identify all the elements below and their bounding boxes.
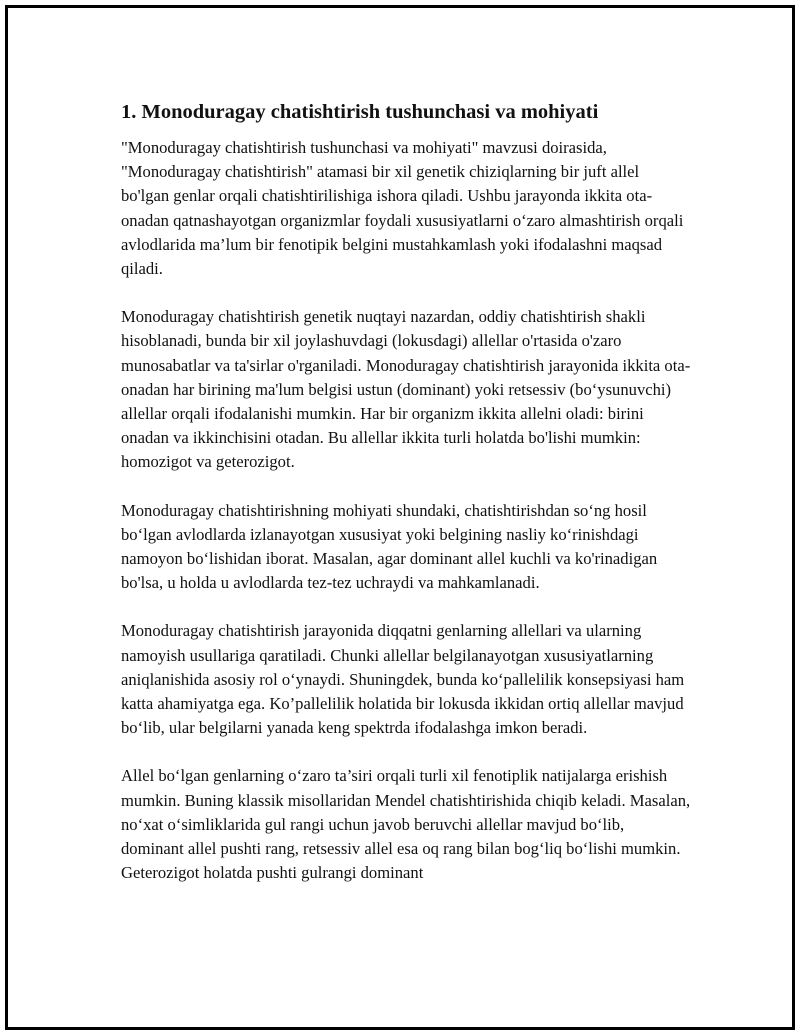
paragraph-1: "Monoduragay chatishtirish tushunchasi va mohiyati" mavzusi doirasida, "Monoduragay chatishtirish" atamasi bir xil genetik chiziqlarning bir juft allel bo'lgan genlar orqali chatishtirilishiga ishora qiladi. Ushbu jarayonda ikkita ota-onadan qatnashayotgan organizmlar foydali xususiyatlarni o‘zaro almashtirish orqali avlodlarida ma’lum bir fenotipik belgini mustahkamlash yoki ifodalashni maqsad qiladi.	[121, 138, 684, 279]
document-content	[121, 98, 691, 909]
paragraph-4: Monoduragay chatishtirish jarayonida diqqatni genlarning allellari va ularning namoyish usullariga qaratiladi. Chunki allellar belgilanayotgan xususiyatlarning aniqlanishida asosiy rol o‘ynaydi. Shuningdek, bunda ko‘pallelilik konsepsiyasi ham katta ahamiyatga ega. Ko’pallelilik holatida bir lokusda ikkidan ortiq allellar mavjud bo‘lib, ular belgilarni yanada keng spektrda ifodalashga imkon beradi.	[121, 621, 685, 738]
paragraph-3: Monoduragay chatishtirishning mohiyati shundaki, chatishtirishdan so‘ng hosil bo‘lgan avlodlarda izlanayotgan xususiyat yoki belgining nasliy ko‘rinishdagi namoyon bo‘lishidan iborat. Masalan, agar dominant allel kuchli va ko'rinadigan bo'lsa, u holda u avlodlarda tez-tez uchraydi va mahkamlanadi.	[121, 500, 658, 593]
section-heading: 1. Monoduragay chatishtirish tushunchasi va mohiyati	[121, 101, 599, 123]
paragraph-5: Allel bo‘lgan genlarning o‘zaro ta’siri orqali turli xil fenotiplik natijalarga erishish mumkin. Buning klassik misollaridan Mendel chatishtirishida chiqib keladi. Masalan, no‘xat o‘simliklarida gul rangi uchun javob beruvchi allellar mavjud bo‘lib, dominant allel pushti rang, retsessiv allel esa oq rang bilan bog‘liq bo‘lishi mumkin. Geterozigot holatda pushti gulrangi dominant	[121, 766, 691, 883]
page-frame	[5, 5, 795, 1030]
paragraph-2: Monoduragay chatishtirish genetik nuqtayi nazardan, oddiy chatishtirish shakli hisoblanadi, bunda bir xil joylashuvdagi (lokusdagi) allellar o'rtasida o'zaro munosabatlar va ta'sirlar o'rganiladi. Monoduragay chatishtirish jarayonida ikkita ota-onadan har birining ma'lum belgisi ustun (dominant) yoki retsessiv (bo‘ysunuvchi) allellar orqali ifodalanishi mumkin. Har bir organizm ikkita allelni oladi: birini onadan va ikkinchisini otadan. Bu allellar ikkita turli holatda bo'lishi mumkin: homozigot va geterozigot.	[121, 307, 691, 472]
